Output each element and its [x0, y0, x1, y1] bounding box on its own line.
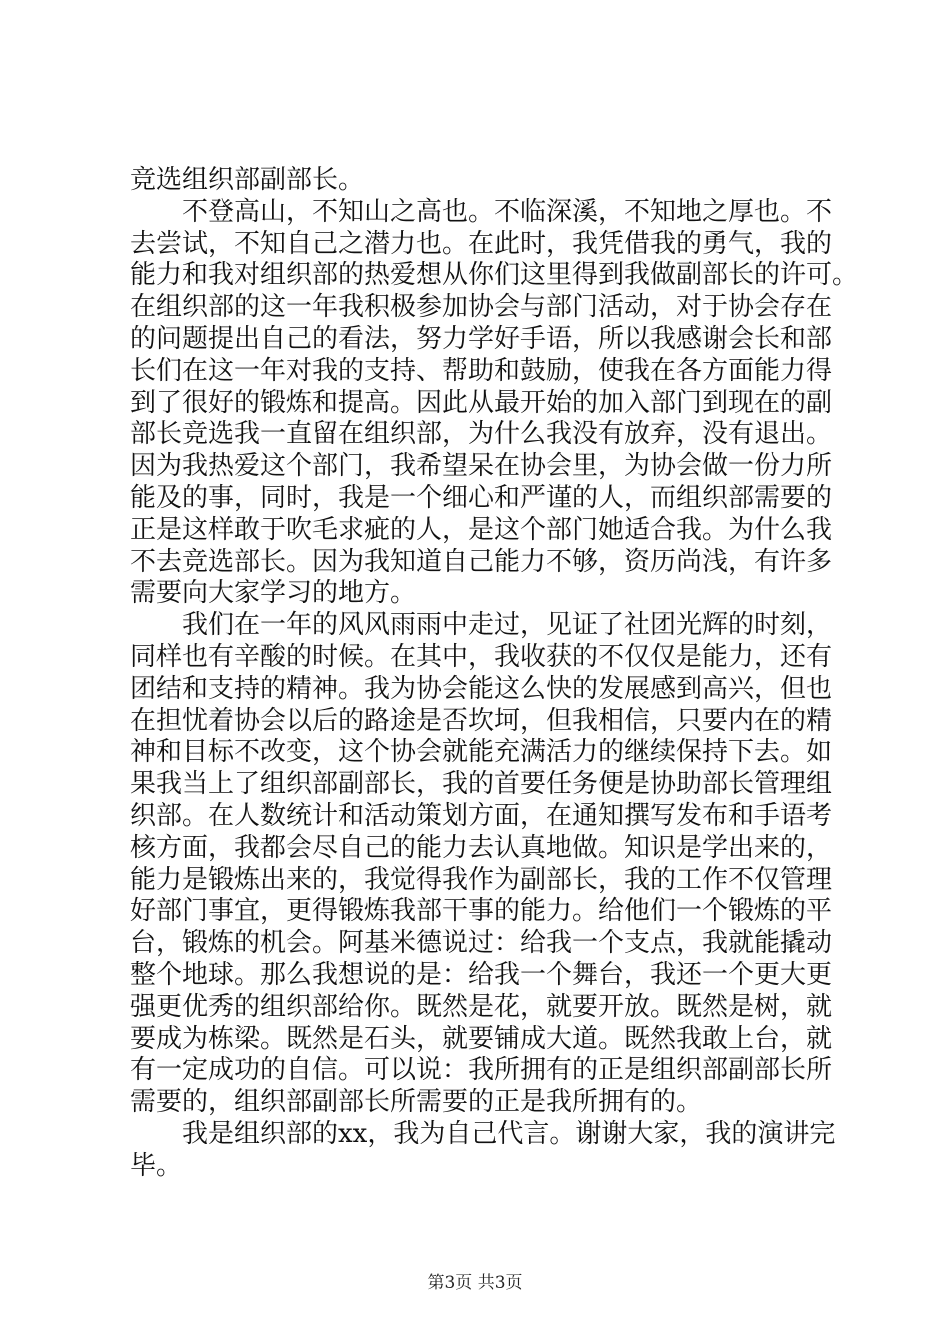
- text-line: 我是组织部的xx，我为自己代言。谢谢大家，我的演讲完: [182, 1118, 836, 1149]
- text-line: 需要的，组织部副部长所需要的正是我所拥有的。: [130, 1087, 703, 1118]
- text-line: 毕。: [130, 1150, 183, 1181]
- text-line: 整个地球。那么我想说的是：给我一个舞台，我还一个更大更: [130, 959, 833, 990]
- text-line: 有一定成功的自信。可以说：我所拥有的正是组织部副部长所: [130, 1055, 833, 1086]
- text-line: 在组织部的这一年我积极参加协会与部门活动，对于协会存在: [130, 292, 833, 323]
- text-line: 在担忧着协会以后的路途是否坎坷，但我相信，只要内在的精: [130, 705, 833, 736]
- text-line: 能力和我对组织部的热爱想从你们这里得到我做副部长的许可。: [130, 260, 859, 291]
- text-line: 我们在一年的风风雨雨中走过，见证了社团光辉的时刻，: [182, 610, 833, 641]
- text-line: 织部。在人数统计和活动策划方面，在通知撰写发布和手语考: [130, 800, 833, 831]
- text-line: 核方面，我都会尽自己的能力去认真地做。知识是学出来的，: [130, 832, 833, 863]
- text-line: 台，锻炼的机会。阿基米德说过：给我一个支点，我就能撬动: [130, 928, 833, 959]
- text-line: 正是这样敢于吹毛求疵的人，是这个部门她适合我。为什么我: [130, 514, 833, 545]
- text-line: 的问题提出自己的看法，努力学好手语，所以我感谢会长和部: [130, 323, 833, 354]
- text-line: 同样也有辛酸的时候。在其中，我收获的不仅仅是能力，还有: [130, 641, 833, 672]
- text-line: 能力是锻炼出来的，我觉得我作为副部长，我的工作不仅管理: [130, 864, 833, 895]
- page-footer-number: 第3页 共3页: [427, 1273, 523, 1293]
- text-line: 需要向大家学习的地方。: [130, 578, 417, 609]
- speech-body-text: [130, 165, 859, 1183]
- text-line: 神和目标不改变，这个协会就能充满活力的继续保持下去。如: [130, 737, 833, 768]
- text-line: 长们在这一年对我的支持、帮助和鼓励，使我在各方面能力得: [130, 355, 833, 386]
- text-line: 不去竞选部长。因为我知道自己能力不够，资历尚浅，有许多: [130, 546, 833, 577]
- text-line: 团结和支持的精神。我为协会能这么快的发展感到高兴，但也: [130, 673, 833, 704]
- text-line: 好部门事宜，更得锻炼我部干事的能力。给他们一个锻炼的平: [130, 896, 833, 927]
- text-line: 部长竞选我一直留在组织部，为什么我没有放弃，没有退出。: [130, 419, 833, 450]
- text-line: 竞选组织部副部长。: [130, 165, 365, 195]
- text-line: 能及的事，同时，我是一个细心和严谨的人，而组织部需要的: [130, 482, 833, 513]
- text-line: 果我当上了组织部副部长，我的首要任务便是协助部长管理组: [130, 769, 833, 800]
- text-line: 不登高山，不知山之高也。不临深溪，不知地之厚也。不: [182, 196, 833, 227]
- text-line: 到了很好的锻炼和提高。因此从最开始的加入部门到现在的副: [130, 387, 833, 418]
- text-line: 去尝试，不知自己之潜力也。在此时，我凭借我的勇气，我的: [130, 228, 833, 259]
- text-line: 强更优秀的组织部给你。既然是花，就要开放。既然是树，就: [130, 991, 833, 1022]
- text-line: 因为我热爱这个部门，我希望呆在协会里，为协会做一份力所: [130, 451, 833, 482]
- text-line: 要成为栋梁。既然是石头，就要铺成大道。既然我敢上台，就: [130, 1023, 833, 1054]
